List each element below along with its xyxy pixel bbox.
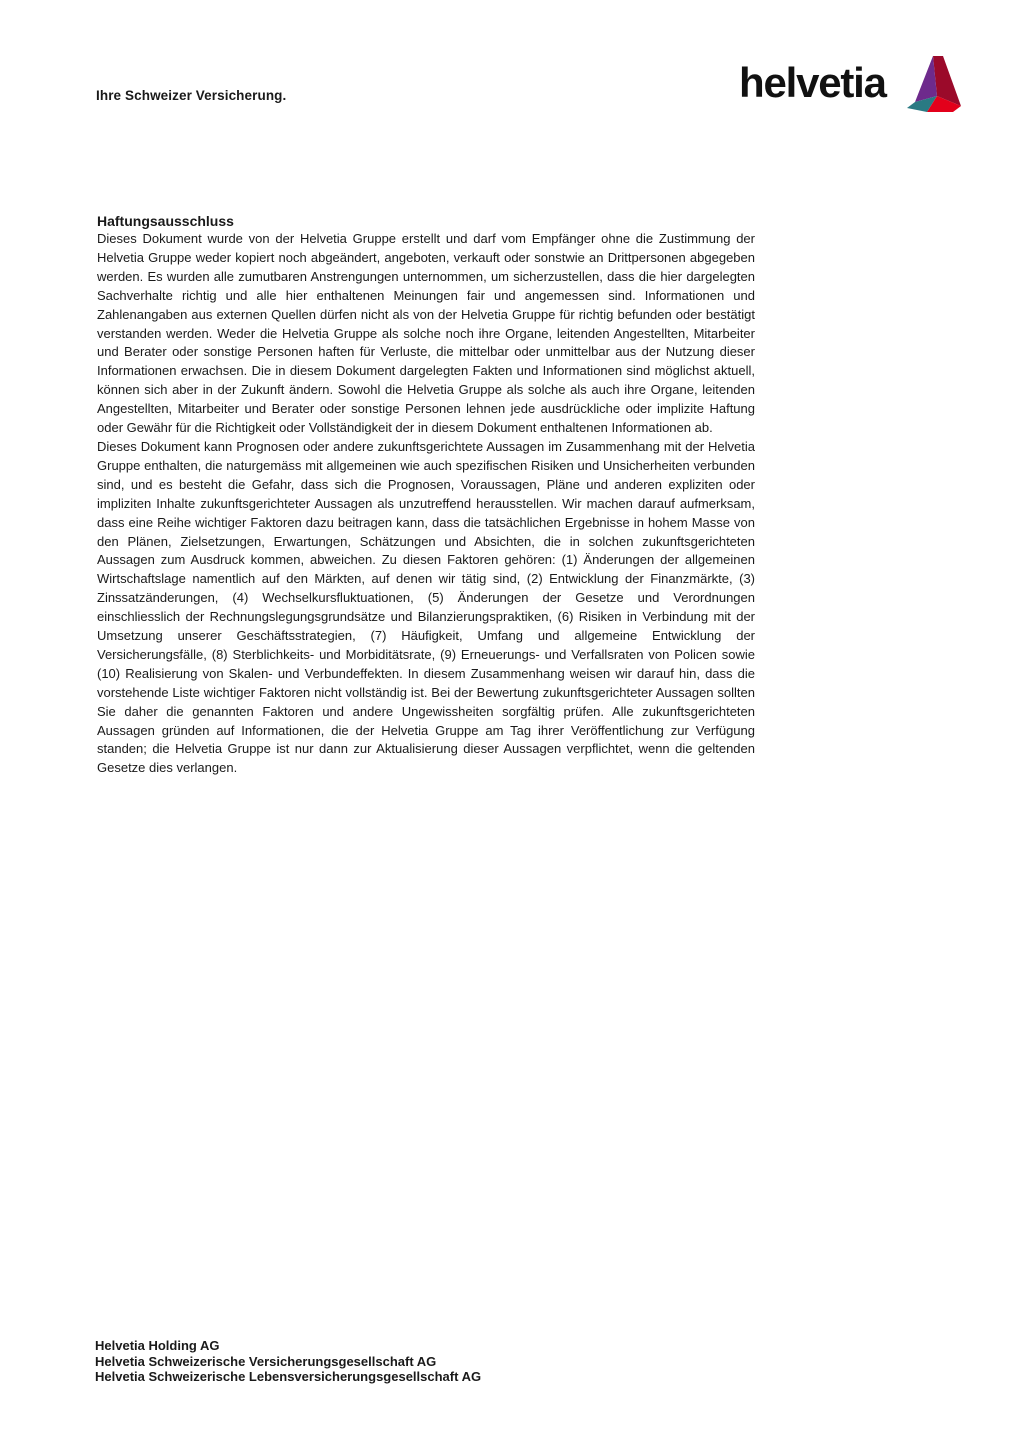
disclaimer-paragraph-1: Dieses Dokument wurde von der Helvetia Gruppe erstellt und darf vom Empfänger ohne die Zustimmung der Helvetia Gruppe weder kopiert noch abgeändert, angeboten, verkauft oder sonstwie an Drittpersonen abgegeben werden. Es wurden alle zumutbaren Anstrengungen unternommen, um sicherzustellen, dass die hier dargelegten Sachverhalte richtig und alle hier enthaltenen Meinungen fair und angemessen sind. Informationen und Zahlenangaben aus externen Quellen dürfen nicht als von der Helvetia Gruppe für richtig befunden oder bestätigt verstanden werden. Weder die Helvetia Gruppe als solche noch ihre Organe, leitenden Angestellten, Mitarbeiter und Berater oder sonstige Personen haften für Verluste, die mittelbar oder unmittelbar aus der Nutzung dieser Informationen erwachsen. Die in diesem Dokument dargelegten Fakten und Informationen sind möglichst aktuell, können sich aber in der Zukunft ändern. Sowohl die Helvetia Gruppe als solche als auch ihre Organe, leitenden Angestellten, Mitarbeiter und Berater oder sonstige Personen lehnen jede ausdrückliche oder implizite Haftung oder Gewähr für die Richtigkeit oder Vollständigkeit der in diesem Dokument enthaltenen Informationen ab. [97, 231, 755, 436]
logo-triangle-icon [907, 56, 961, 112]
helvetia-logo [739, 56, 961, 112]
footer-line-life-insurance: Helvetia Schweizerische Lebensversicherungsgesellschaft AG [95, 1369, 482, 1384]
disclaimer-heading: Haftungsausschluss [97, 213, 234, 229]
footer-line-holding: Helvetia Holding AG [95, 1338, 220, 1353]
footer-company-list [95, 1338, 481, 1385]
disclaimer-paragraph-2: Dieses Dokument kann Prognosen oder andere zukunftsgerichtete Aussagen im Zusammenhang mit der Helvetia Gruppe enthalten, die naturgemäss mit allgemeinen wie auch spezifischen Risiken und Unsicherheiten verbunden sind, und es besteht die Gefahr, dass sich die Prognosen, Voraussagen, Pläne und anderen expliziten oder impliziten Inhalte zukunftsgerichteter Aussagen als unzutreffend herausstellen. Wir machen darauf aufmerksam, dass eine Reihe wichtiger Faktoren dazu beitragen kann, dass die tatsächlichen Ergebnisse in hohem Masse von den Plänen, Zielsetzungen, Erwartungen, Schätzungen und Absichten, die in solchen zukunftsgerichteten Aussagen zum Ausdruck kommen, abweichen. Zu diesen Faktoren gehören: (1) Änderungen der allgemeinen Wirtschaftslage namentlich auf den Märkten, auf denen wir tätig sind, (2) Entwicklung der Finanzmärkte, (3) Zinssatzänderungen, (4) Wechselkursfluktuationen, (5) Änderungen der Gesetze und Verordnungen einschliesslich der Rechnungslegungsgrundsätze und Bilanzierungspraktiken, (6) Risiken in Verbindung mit der Umsetzung unserer Geschäftsstrategien, (7) Häufigkeit, Umfang und allgemeine Entwicklung der Versicherungsfälle, (8) Sterblichkeits- und Morbiditätsrate, (9) Erneuerungs- und Verfallsraten von Policen sowie (10) Realisierung von Skalen- und Verbundeffekten. In diesem Zusammenhang weisen wir darauf hin, dass die vorstehende Liste wichtiger Faktoren nicht vollständig ist. Bei der Bewertung zukunftsgerichteter Aussagen sollten Sie daher die genannten Faktoren und andere Ungewissheiten sorgfältig prüfen. Alle zukunftsgerichteten Aussagen gründen auf Informationen, die der Helvetia Gruppe am Tag ihrer Veröffentlichung zur Verfügung standen; die Helvetia Gruppe ist nur dann zur Aktualisierung dieser Aussagen verpflichtet, wenn die geltenden Gesetze dies verlangen. [97, 438, 755, 776]
logo-wordmark: helvetia [739, 59, 886, 106]
footer-line-insurance: Helvetia Schweizerische Versicherungsgesellschaft AG [95, 1353, 437, 1369]
disclaimer-section [97, 212, 755, 778]
header-tagline: Ihre Schweizer Versicherung. [96, 88, 287, 103]
